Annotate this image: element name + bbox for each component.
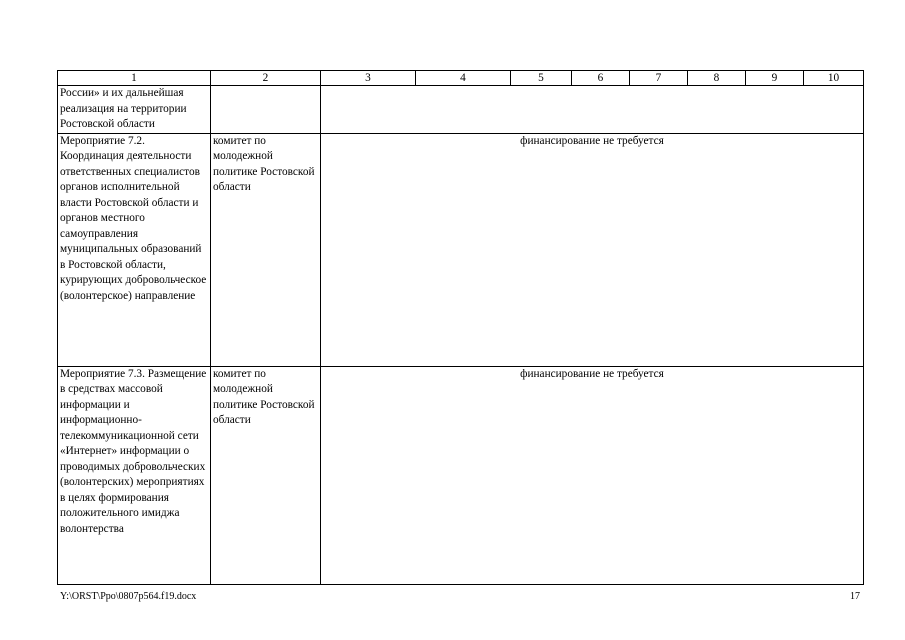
file-path: Y:\ORST\Ppo\0807p564.f19.docx <box>60 591 197 602</box>
header-cell: 8 <box>688 71 746 86</box>
table-row <box>58 133 864 366</box>
financing-cell: финансирование не требуется <box>321 366 864 584</box>
activity-cell: Мероприятие 7.2. Координация деятельности ответственных специалистов органов исполнительной власти Ростовской области и органов местного самоуправления муниципальных образований в Ростовской области, курирующих добровольческое (волонтерское) направление <box>58 133 211 366</box>
activities-table <box>57 70 864 585</box>
activity-cell: Мероприятие 7.3. Размещение в средствах массовой информации и информационно-телекоммуникационной сети «Интернет» информации о проводимых добровольческих (волонтерских) мероприятиях в целях формирования положительного имиджа волонтерства <box>58 366 211 584</box>
executor-cell: комитет по молодежной политике Ростовской области <box>211 366 321 584</box>
financing-cell <box>321 86 864 134</box>
header-cell: 5 <box>511 71 572 86</box>
header-cell: 7 <box>630 71 688 86</box>
document-table-container <box>57 70 863 585</box>
activity-cell: России» и их дальнейшая реализация на территории Ростовской области <box>58 86 211 134</box>
table-header-row <box>58 71 864 86</box>
table-row <box>58 366 864 584</box>
header-cell: 2 <box>211 71 321 86</box>
header-cell: 9 <box>746 71 804 86</box>
header-cell: 1 <box>58 71 211 86</box>
header-cell: 3 <box>321 71 416 86</box>
header-cell: 10 <box>804 71 864 86</box>
header-cell: 4 <box>416 71 511 86</box>
executor-cell: комитет по молодежной политике Ростовской области <box>211 133 321 366</box>
page-number: 17 <box>850 591 860 602</box>
executor-cell <box>211 86 321 134</box>
table-row <box>58 86 864 134</box>
header-cell: 6 <box>572 71 630 86</box>
financing-cell: финансирование не требуется <box>321 133 864 366</box>
